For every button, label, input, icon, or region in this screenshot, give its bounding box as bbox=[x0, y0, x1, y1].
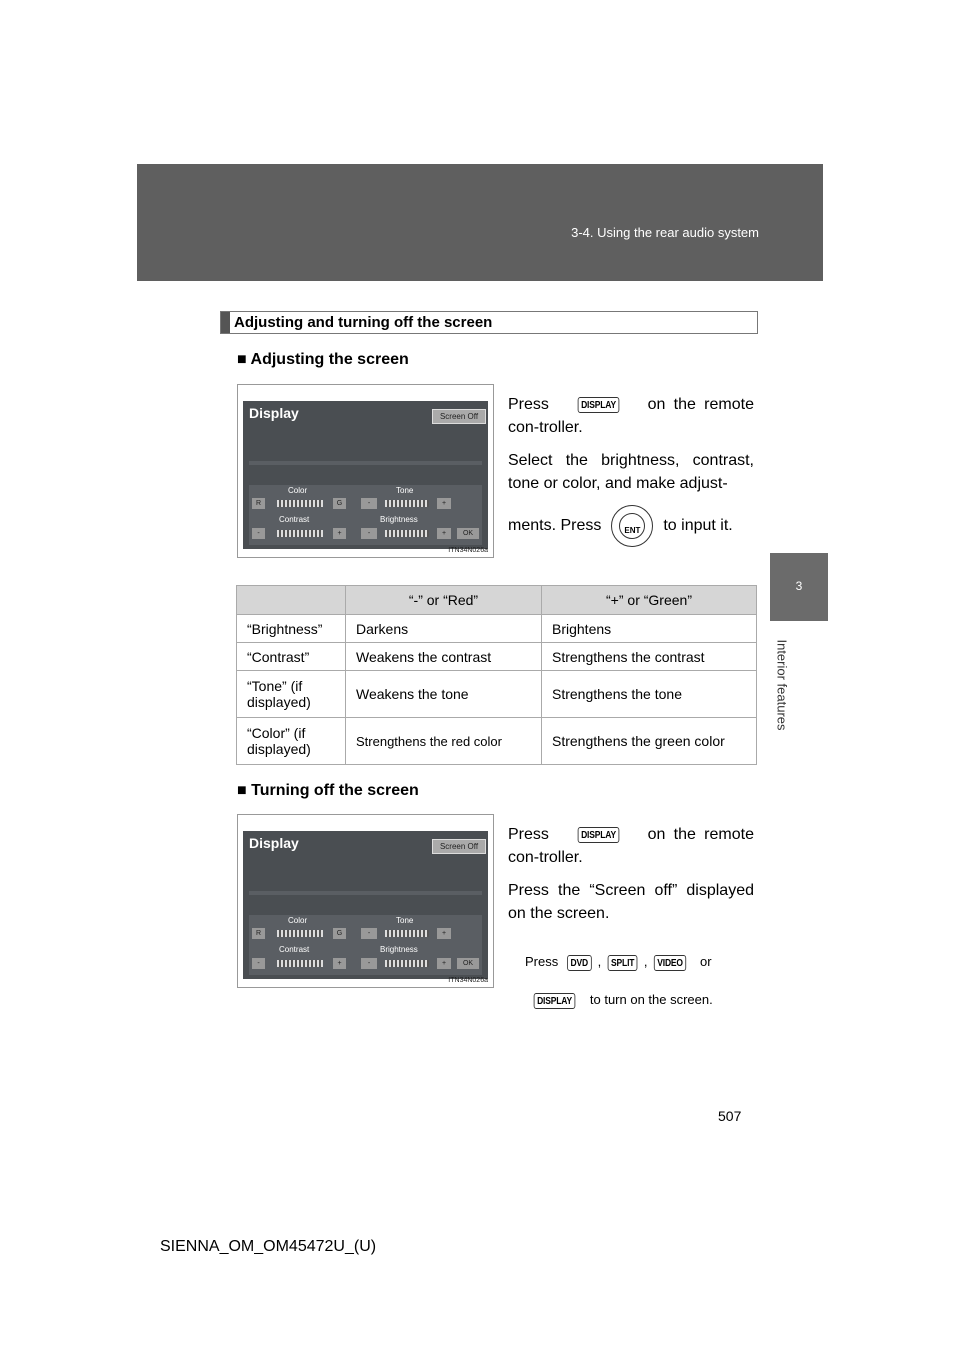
header-band bbox=[137, 164, 823, 281]
chapter-label: Interior features bbox=[774, 639, 790, 731]
turn-on-note: Press DVD , SPLIT , VIDEO or bbox=[525, 954, 712, 969]
chapter-number: 3 bbox=[795, 579, 803, 593]
screenshot-display-1: Display Screen Off Color Tone R G - + Contrast Brightness - + - + OK ITN34N026a bbox=[237, 384, 494, 558]
red-button[interactable]: R bbox=[252, 498, 265, 509]
figure-code: ITN34N026a bbox=[448, 547, 488, 554]
table-row: “Color” (if displayed) Strengthens the red color Strengthens the green color bbox=[237, 718, 757, 765]
screenshot-display-2: Display Screen Off Color Tone R G - + Contrast Brightness - + - + OK ITN34N026a bbox=[237, 814, 494, 988]
ent-knob-icon: ENT bbox=[611, 505, 653, 547]
adjustment-table: “-” or “Red” “+” or “Green” “Brightness” Darkens Brightens “Contrast” Weakens the contrast Strengthens the contrast “Tone” (if displayed) Weakens the tone Strengthens the tone “Color” (if displayed) Strengthens the red color Strengthens the green color bbox=[236, 585, 757, 765]
chapter-tab bbox=[770, 553, 828, 621]
subheading-turnoff: ■ Turning off the screen bbox=[237, 782, 419, 799]
screen-off-button[interactable]: Screen Off bbox=[432, 409, 486, 424]
table-row: “Tone” (if displayed) Weakens the tone Strengthens the tone bbox=[237, 671, 757, 718]
dvd-key-icon: DVD bbox=[568, 955, 592, 971]
turnoff-text: Press DISPLAY on the remote con-troller. Press the “Screen off” displayed on the screen. bbox=[508, 826, 754, 922]
page-number: 507 bbox=[718, 1108, 742, 1124]
display-key-icon: DISPLAY bbox=[577, 397, 619, 413]
section-heading: Adjusting and turning off the screen bbox=[220, 311, 758, 334]
section-title: 3-4. Using the rear audio system bbox=[571, 225, 759, 240]
table-row: “Brightness” Darkens Brightens bbox=[237, 615, 757, 643]
subheading-adjust: ■ Adjusting the screen bbox=[237, 351, 409, 368]
split-key-icon: SPLIT bbox=[608, 955, 638, 971]
table-row: “Contrast” Weakens the contrast Strengthens the contrast bbox=[237, 643, 757, 671]
display-key-icon: DISPLAY bbox=[534, 993, 576, 1009]
screen-off-button[interactable]: Screen Off bbox=[432, 839, 486, 854]
screen-title: Display bbox=[249, 405, 299, 421]
green-button[interactable]: G bbox=[333, 498, 346, 509]
display-key-icon: DISPLAY bbox=[577, 827, 619, 843]
video-key-icon: VIDEO bbox=[654, 955, 686, 971]
ok-button[interactable]: OK bbox=[457, 528, 479, 539]
doc-id: SIENNA_OM_OM45472U_(U) bbox=[160, 1238, 377, 1255]
adjust-text: Press DISPLAY on the remote con-troller. Select the brightness, contrast, tone or color, and make adjust- ments. Press ENT to input it. bbox=[508, 393, 754, 547]
